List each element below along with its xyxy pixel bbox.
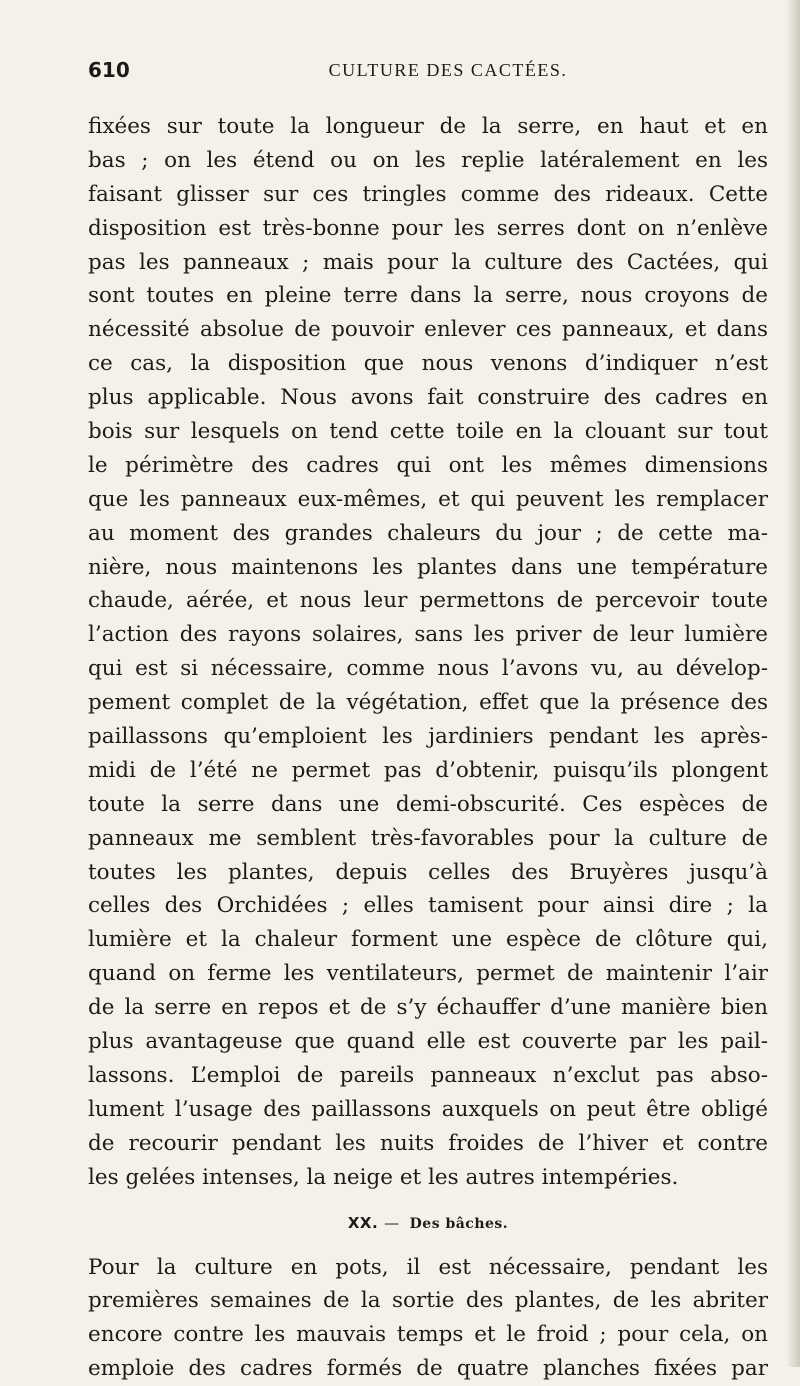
text-line: quand on ferme les ventilateurs, permet de maintenir l’air	[88, 957, 768, 991]
running-title: CULTURE DES CACTÉES.	[88, 60, 768, 81]
text-line: plus applicable. Nous avons fait construire des cadres en	[88, 381, 768, 415]
text-line: toute la serre dans une demi-obscurité. Ces espèces de	[88, 788, 768, 822]
section-heading	[88, 1195, 768, 1251]
text-line: celles des Orchidées ; elles tamisent pour ainsi dire ; la	[88, 889, 768, 923]
text-line: de la serre en repos et de s’y échauffer d’une manière bien	[88, 991, 768, 1025]
section-title: Des bâches.	[410, 1216, 509, 1232]
text-line: lumière et la chaleur forment une espèce de clôture qui,	[88, 923, 768, 957]
text-line: toutes les plantes, depuis celles des Bruyères jusqu’à	[88, 856, 768, 890]
text-line: Pour la culture en pots, il est nécessaire, pendant les	[88, 1251, 768, 1285]
text-line: au moment des grandes chaleurs du jour ; de cette ma-	[88, 517, 768, 551]
text-line: l’action des rayons solaires, sans les priver de leur lumière	[88, 618, 768, 652]
text-line: le périmètre des cadres qui ont les mêmes dimensions	[88, 449, 768, 483]
text-line: sont toutes en pleine terre dans la serre, nous croyons de	[88, 279, 768, 313]
text-line: lument l’usage des paillassons auxquels on peut être obligé	[88, 1093, 768, 1127]
page-number: 610	[88, 58, 130, 82]
text-line: premières semaines de la sortie des plantes, de les abriter	[88, 1284, 768, 1318]
text-line: panneaux me semblent très-favorables pour la culture de	[88, 822, 768, 856]
text-line: pas les panneaux ; mais pour la culture des Cactées, qui	[88, 246, 768, 280]
text-line: bas ; on les étend ou on les replie latéralement en les	[88, 144, 768, 178]
text-line: paillassons qu’emploient les jardiniers pendant les après-	[88, 720, 768, 754]
text-line: ce cas, la disposition que nous venons d’indiquer n’est	[88, 347, 768, 381]
text-line: nécessité absolue de pouvoir enlever ces panneaux, et dans	[88, 313, 768, 347]
text-line: les gelées intenses, la neige et les autres intempéries.	[88, 1161, 768, 1195]
text-line: de recourir pendant les nuits froides de l’hiver et contre	[88, 1127, 768, 1161]
text-line: disposition est très-bonne pour les serres dont on n’enlève	[88, 212, 768, 246]
text-line: plus avantageuse que quand elle est couverte par les pail-	[88, 1025, 768, 1059]
paragraph	[88, 110, 768, 1195]
section-number: XX.	[348, 1214, 378, 1232]
text-line: faisant glisser sur ces tringles comme des rideaux. Cette	[88, 178, 768, 212]
text-line: emploie des cadres formés de quatre planches fixées par	[88, 1352, 768, 1386]
text-line: nière, nous maintenons les plantes dans une température	[88, 551, 768, 585]
page-body	[88, 110, 768, 1386]
page-header	[88, 58, 768, 86]
page-edge-shadow	[786, 0, 800, 1367]
section-dash: —	[384, 1214, 400, 1232]
paragraph	[88, 1251, 768, 1386]
text-line: midi de l’été ne permet pas d’obtenir, puisqu’ils plongent	[88, 754, 768, 788]
text-line: qui est si nécessaire, comme nous l’avons vu, au dévelop-	[88, 652, 768, 686]
text-line: chaude, aérée, et nous leur permettons de percevoir toute	[88, 584, 768, 618]
text-line: que les panneaux eux-mêmes, et qui peuvent les remplacer	[88, 483, 768, 517]
text-line: fixées sur toute la longueur de la serre, en haut et en	[88, 110, 768, 144]
text-line: pement complet de la végétation, effet que la présence des	[88, 686, 768, 720]
text-line: bois sur lesquels on tend cette toile en la clouant sur tout	[88, 415, 768, 449]
text-line: lassons. L’emploi de pareils panneaux n’exclut pas abso-	[88, 1059, 768, 1093]
text-line: encore contre les mauvais temps et le froid ; pour cela, on	[88, 1318, 768, 1352]
